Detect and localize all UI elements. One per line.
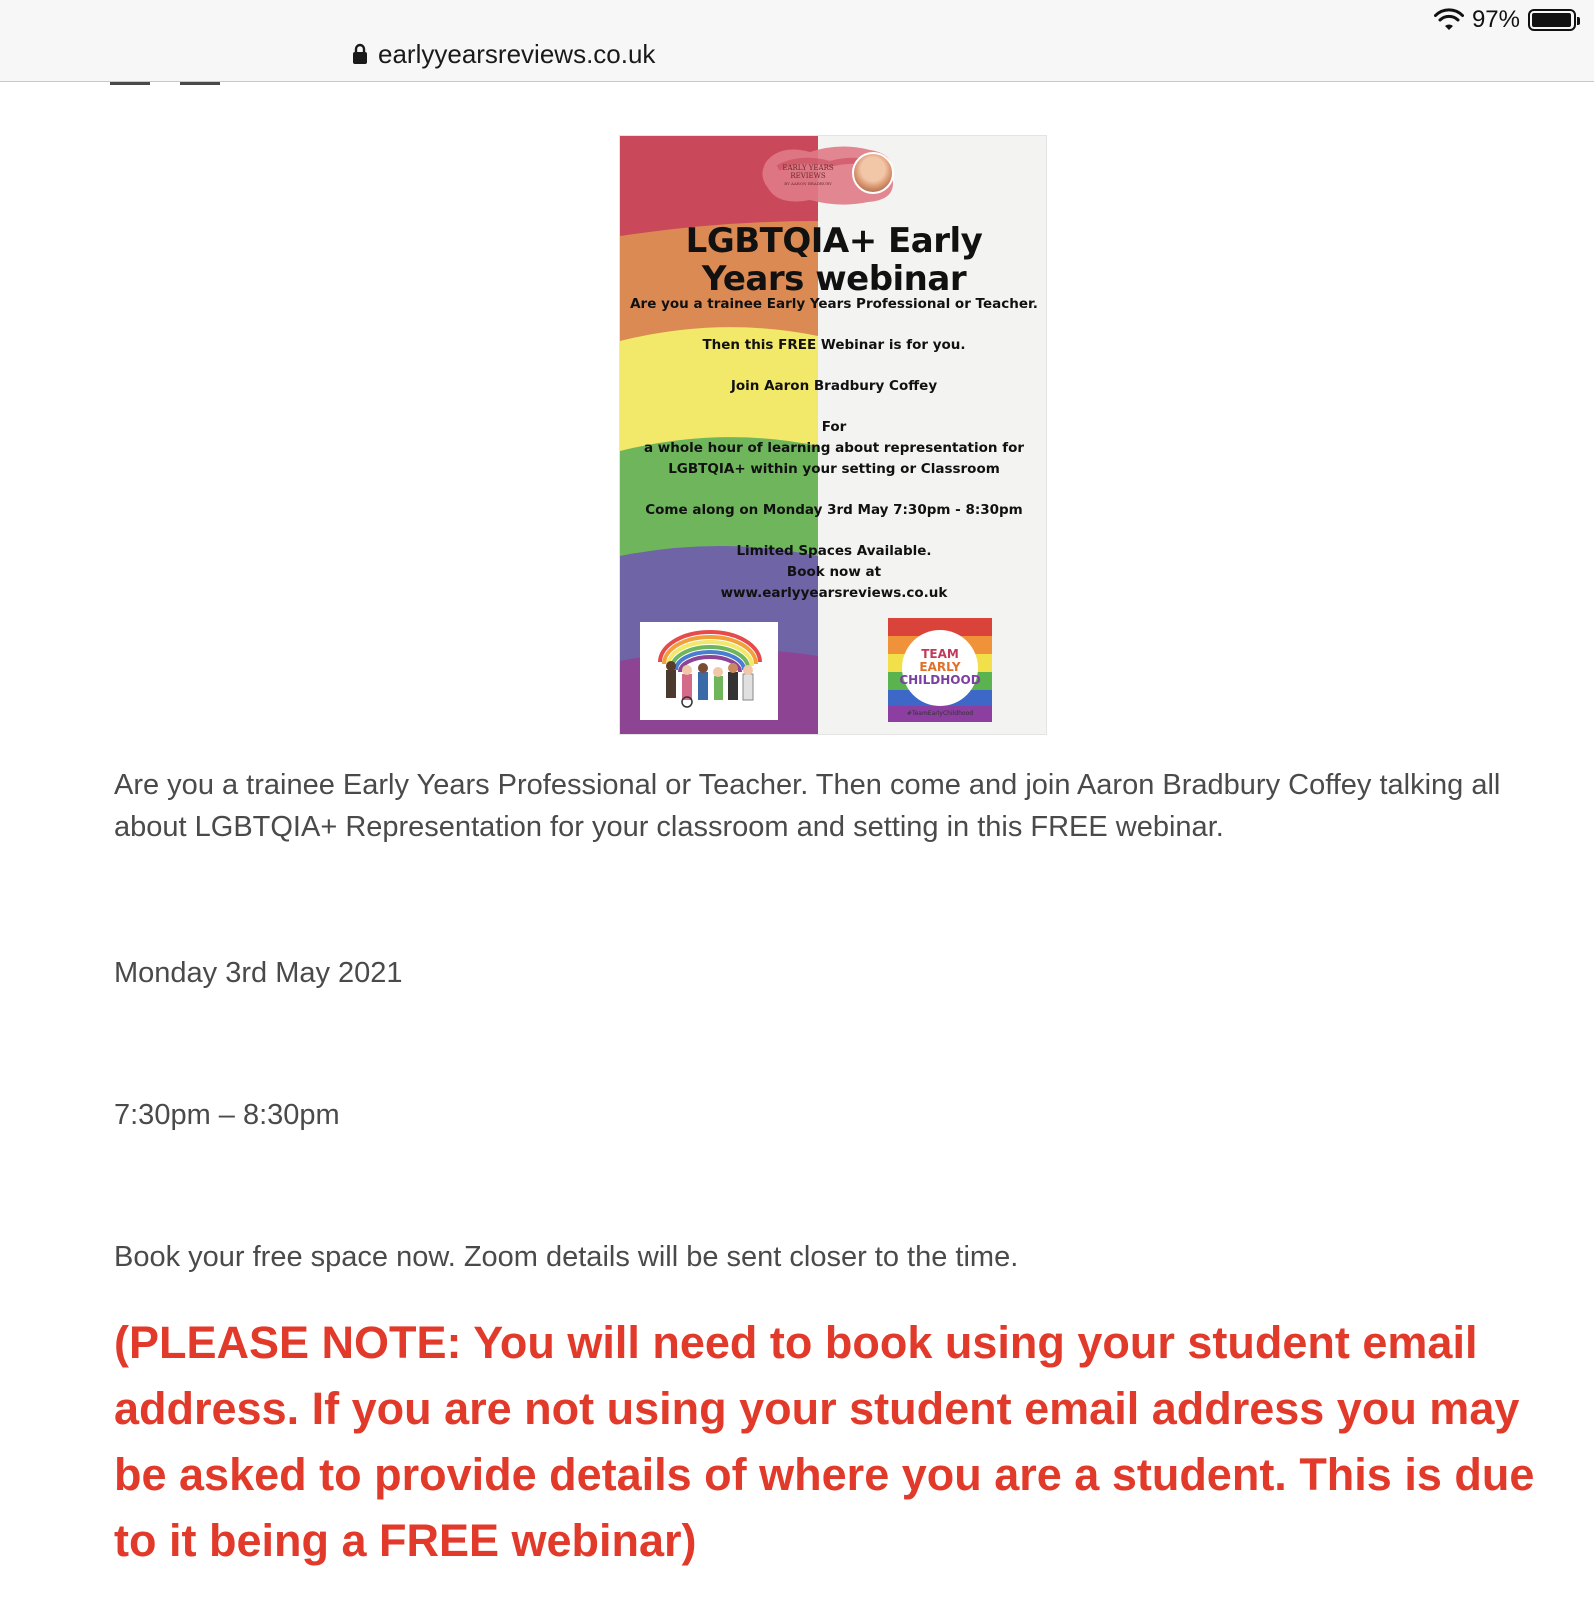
flyer-line-4: For: [821, 419, 847, 435]
status-bar: [1434, 6, 1576, 34]
battery-icon: [1528, 9, 1576, 31]
please-note: (PLEASE NOTE: You will need to book using your student email address. If you are not using your student email address you may be asked to provide details of where you are a student. This is due to it being a FREE webinar): [114, 1317, 1535, 1566]
flyer-title: [620, 222, 1047, 298]
flyer-line-8: Limited Spaces Available.: [736, 543, 932, 559]
flyer-line-9: Book now at: [786, 564, 882, 580]
booking-info: Book your free space now. Zoom details will be sent closer to the time.: [114, 1241, 1019, 1273]
flyer-line-3: Join Aaron Bradbury Coffey: [730, 378, 938, 394]
logo-title: EARLY YEARS REVIEWS: [782, 164, 834, 180]
lock-icon: [352, 43, 368, 65]
flyer-title-line-1: LGBTQIA+ Early: [685, 221, 983, 261]
event-time: 7:30pm – 8:30pm: [114, 1099, 340, 1131]
flyer-title-line-2: Years webinar: [701, 259, 967, 299]
wifi-icon: [1434, 8, 1464, 32]
team-line-2: EARLY: [919, 660, 961, 674]
clipped-previous-text: [110, 62, 250, 86]
team-logo-text: [896, 648, 984, 687]
flyer-line-7: Come along on Monday 3rd May 7:30pm - 8:30pm: [645, 502, 1023, 518]
intro-paragraph: Are you a trainee Early Years Professional or Teacher. Then come and join Aaron Bradbury Coffey talking all about LGBTQIA+ Representation for your classroom and setting in this FREE webinar.: [114, 769, 1501, 843]
flyer-line-6: LGBTQIA+ within your setting or Classroom: [668, 461, 1000, 477]
webinar-flyer-image: [619, 135, 1047, 735]
logo-text: [772, 164, 844, 188]
battery-fill: [1532, 13, 1571, 27]
address-bar[interactable]: [352, 36, 655, 72]
url-text[interactable]: earlyyearsreviews.co.uk: [378, 38, 656, 69]
logo-subtitle: BY AARON BRADBURY: [784, 181, 832, 186]
flyer-line-1: Are you a trainee Early Years Professional or Teacher.: [630, 296, 1038, 312]
avatar: [852, 152, 894, 194]
event-date: Monday 3rd May 2021: [114, 957, 403, 989]
battery-percent: 97%: [1471, 6, 1520, 33]
team-line-1: TEAM: [921, 647, 959, 661]
team-line-3: CHILDHOOD: [899, 673, 981, 687]
people-illustration: [640, 622, 778, 720]
flyer-line-2: Then this FREE Webinar is for you.: [702, 337, 966, 353]
team-hashtag: #TeamEarlyChildhood: [906, 710, 974, 717]
flyer-line-5: a whole hour of learning about representation for: [643, 440, 1025, 456]
flyer-line-10: www.earlyyearsreviews.co.uk: [720, 585, 948, 601]
